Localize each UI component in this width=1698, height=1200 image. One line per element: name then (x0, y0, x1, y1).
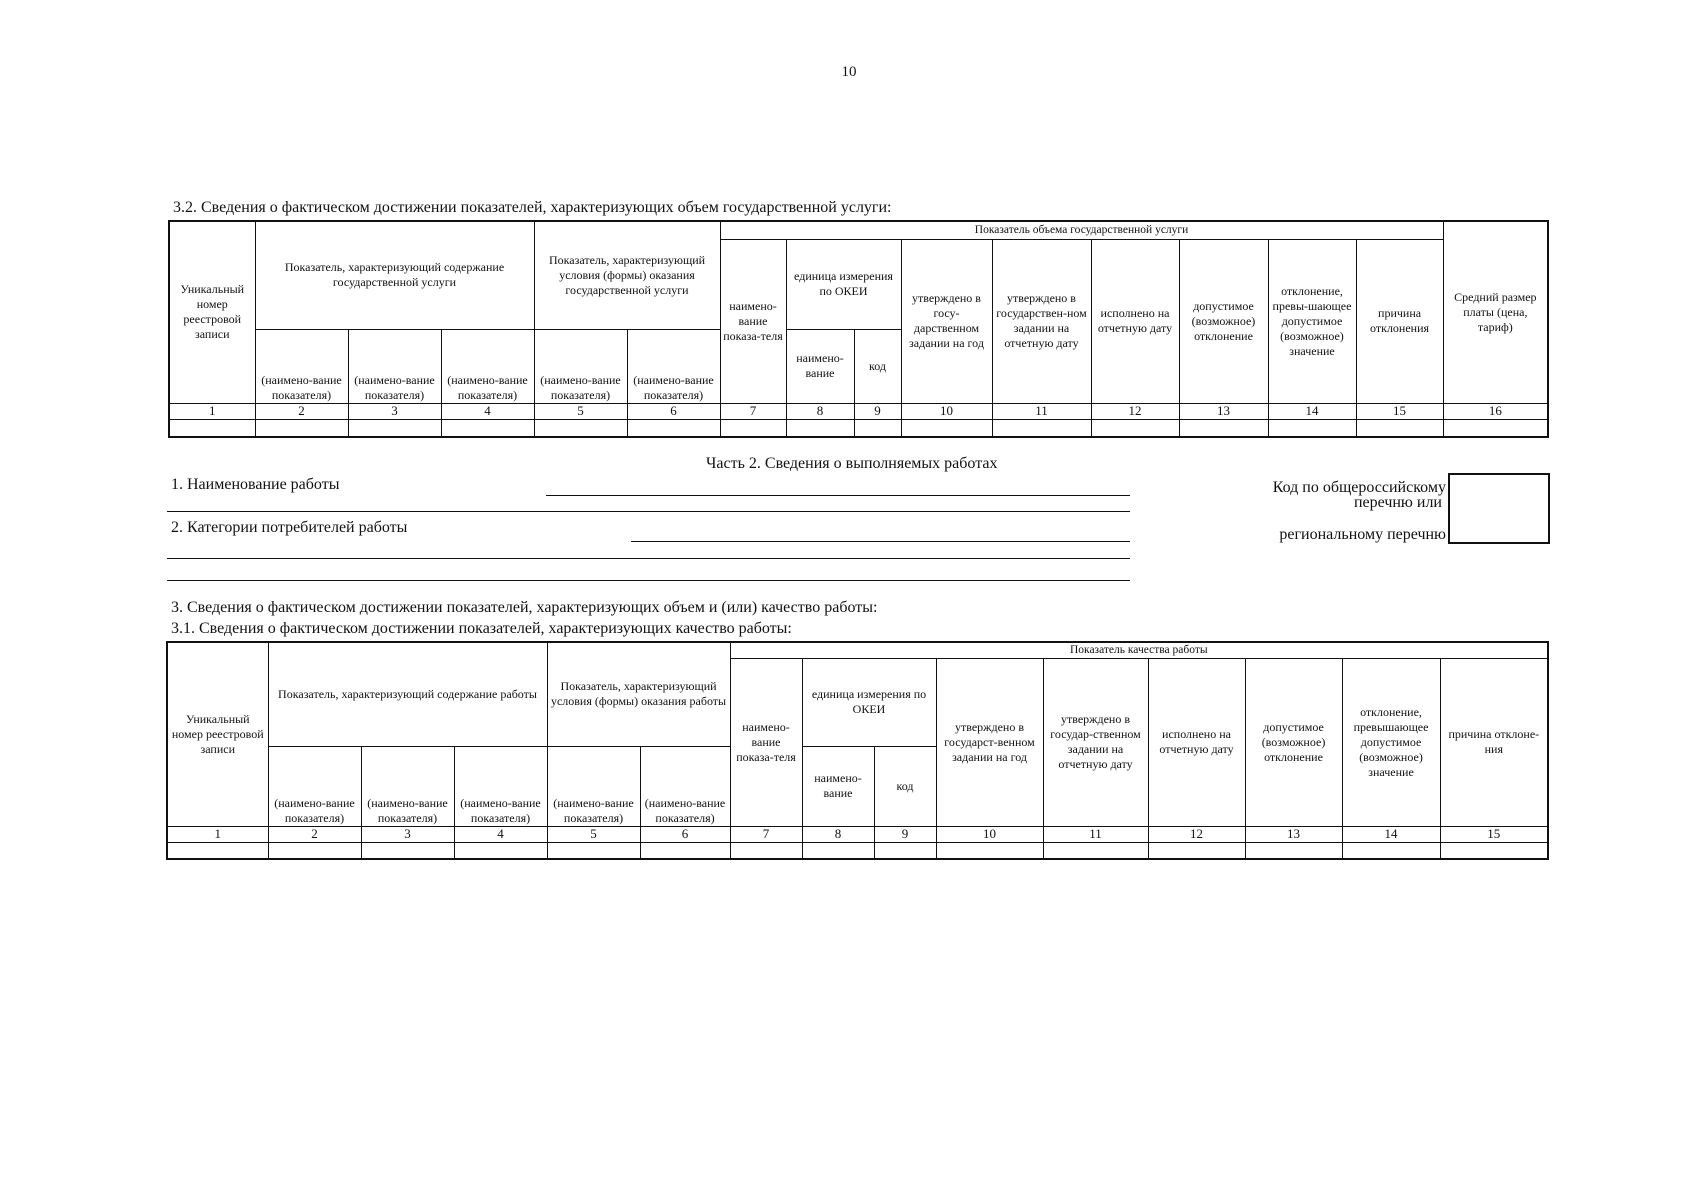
volume-table (168, 220, 1549, 438)
column-number: 7 (730, 826, 802, 842)
column-number: 16 (1443, 403, 1548, 419)
column-number: 10 (901, 403, 992, 419)
header-content-indicator: Показатель, характеризующий содержание работы (268, 642, 547, 746)
column-number: 13 (1245, 826, 1342, 842)
header-allowed-deviation: допустимое (возможное) отклонение (1245, 658, 1342, 826)
header-sub-name: (наимено-вание показателя) (627, 329, 720, 403)
column-number: 8 (802, 826, 874, 842)
header-unit-name: наимено-вание (786, 329, 854, 403)
column-number-row (167, 826, 1548, 842)
header-deviation-exceeding: отклонение, превышающее допустимое (возможное) значение (1342, 658, 1440, 826)
header-unique-number: Уникальный номер реестровой записи (169, 221, 255, 403)
header-indicator-name: наимено-вание показа-теля (730, 658, 802, 826)
column-number: 5 (547, 826, 640, 842)
header-approved-date: утверждено в государствен-ном задании на отчетную дату (992, 239, 1091, 403)
section-3-2-heading: 3.2. Сведения о фактическом достижении показателей, характеризующих объем государственной услуги: (173, 199, 892, 216)
column-number-row (169, 403, 1548, 419)
column-number: 8 (786, 403, 854, 419)
header-quality-indicator: Показатель качества работы (730, 642, 1548, 658)
work-name-label: 1. Наименование работы (171, 476, 340, 493)
header-unit-name: наимено-вание (802, 746, 874, 826)
column-number: 12 (1091, 403, 1179, 419)
header-avg-fee: Средний размер платы (цена, тариф) (1443, 221, 1548, 403)
column-number: 3 (361, 826, 454, 842)
header-approved-date: утверждено в государ-ственном задании на отчетную дату (1043, 658, 1148, 826)
column-number: 4 (441, 403, 534, 419)
quality-table (166, 641, 1549, 860)
header-sub-name: (наимено-вание показателя) (454, 746, 547, 826)
column-number: 3 (348, 403, 441, 419)
column-number: 14 (1342, 826, 1440, 842)
header-unit-code: код (874, 746, 936, 826)
column-number: 9 (854, 403, 901, 419)
work-name-line[interactable] (167, 511, 1130, 512)
part2-title: Часть 2. Сведения о выполняемых работах (706, 455, 998, 472)
header-unique-number: Уникальный номер реестровой записи (167, 642, 268, 826)
column-number: 7 (720, 403, 786, 419)
consumers-label: 2. Категории потребителей работы (171, 519, 408, 536)
header-deviation-exceeding: отклонение, превы-шающее допустимое (возможное) значение (1268, 239, 1356, 403)
header-sub-name: (наимено-вание показателя) (547, 746, 640, 826)
column-number: 13 (1179, 403, 1268, 419)
header-sub-name: (наимено-вание показателя) (255, 329, 348, 403)
header-unit-code: код (854, 329, 901, 403)
column-number: 11 (992, 403, 1091, 419)
column-number: 12 (1148, 826, 1245, 842)
page-number: 10 (841, 64, 857, 80)
column-number: 9 (874, 826, 936, 842)
column-number: 2 (268, 826, 361, 842)
header-executed: исполнено на отчетную дату (1148, 658, 1245, 826)
header-content-indicator: Показатель, характеризующий содержание государственной услуги (255, 221, 534, 329)
header-conditions-indicator: Показатель, характеризующий условия (формы) оказания государственной услуги (534, 221, 720, 329)
section-3-1-heading: 3.1. Сведения о фактическом достижении показателей, характеризующих качество работы: (171, 620, 792, 637)
header-approved-year: утверждено в государст-венном задании на год (936, 658, 1043, 826)
column-number: 15 (1356, 403, 1443, 419)
code-label-line3: региональному перечню (1279, 526, 1446, 543)
header-allowed-deviation: допустимое (возможное) отклонение (1179, 239, 1268, 403)
header-executed: исполнено на отчетную дату (1091, 239, 1179, 403)
code-label-line2: перечню или (1353, 494, 1442, 511)
column-number: 1 (169, 403, 255, 419)
column-number: 6 (627, 403, 720, 419)
header-unit: единица измерения по ОКЕИ (802, 658, 936, 746)
header-sub-name: (наимено-вание показателя) (640, 746, 730, 826)
column-number: 15 (1440, 826, 1548, 842)
header-conditions-indicator: Показатель, характеризующий условия (формы) оказания работы (547, 642, 730, 746)
table-row (167, 842, 1548, 859)
table-row (169, 419, 1548, 437)
header-reason: причина отклоне-ния (1440, 658, 1548, 826)
column-number: 6 (640, 826, 730, 842)
column-number: 5 (534, 403, 627, 419)
header-indicator-name: наимено-вание показа-теля (720, 239, 786, 403)
column-number: 2 (255, 403, 348, 419)
header-sub-name: (наимено-вание показателя) (268, 746, 361, 826)
header-unit: единица измерения по ОКЕИ (786, 239, 901, 329)
column-number: 1 (167, 826, 268, 842)
consumers-line[interactable] (631, 541, 1130, 542)
header-sub-name: (наимено-вание показателя) (348, 329, 441, 403)
header-volume-indicator: Показатель объема государственной услуги (720, 221, 1443, 239)
consumers-line[interactable] (167, 580, 1130, 581)
header-sub-name: (наимено-вание показателя) (361, 746, 454, 826)
header-sub-name: (наимено-вание показателя) (534, 329, 627, 403)
registry-code-box[interactable] (1448, 473, 1550, 544)
header-approved-year: утверждено в госу-дарственном задании на год (901, 239, 992, 403)
consumers-line[interactable] (167, 558, 1130, 559)
code-label-line1: Код по общероссийскому (1272, 479, 1446, 496)
header-reason: причина отклонения (1356, 239, 1443, 403)
column-number: 10 (936, 826, 1043, 842)
section-3-heading: 3. Сведения о фактическом достижении показателей, характеризующих объем и (или) качество работы: (171, 599, 878, 616)
column-number: 14 (1268, 403, 1356, 419)
work-name-line[interactable] (546, 495, 1130, 496)
header-sub-name: (наимено-вание показателя) (441, 329, 534, 403)
column-number: 4 (454, 826, 547, 842)
column-number: 11 (1043, 826, 1148, 842)
